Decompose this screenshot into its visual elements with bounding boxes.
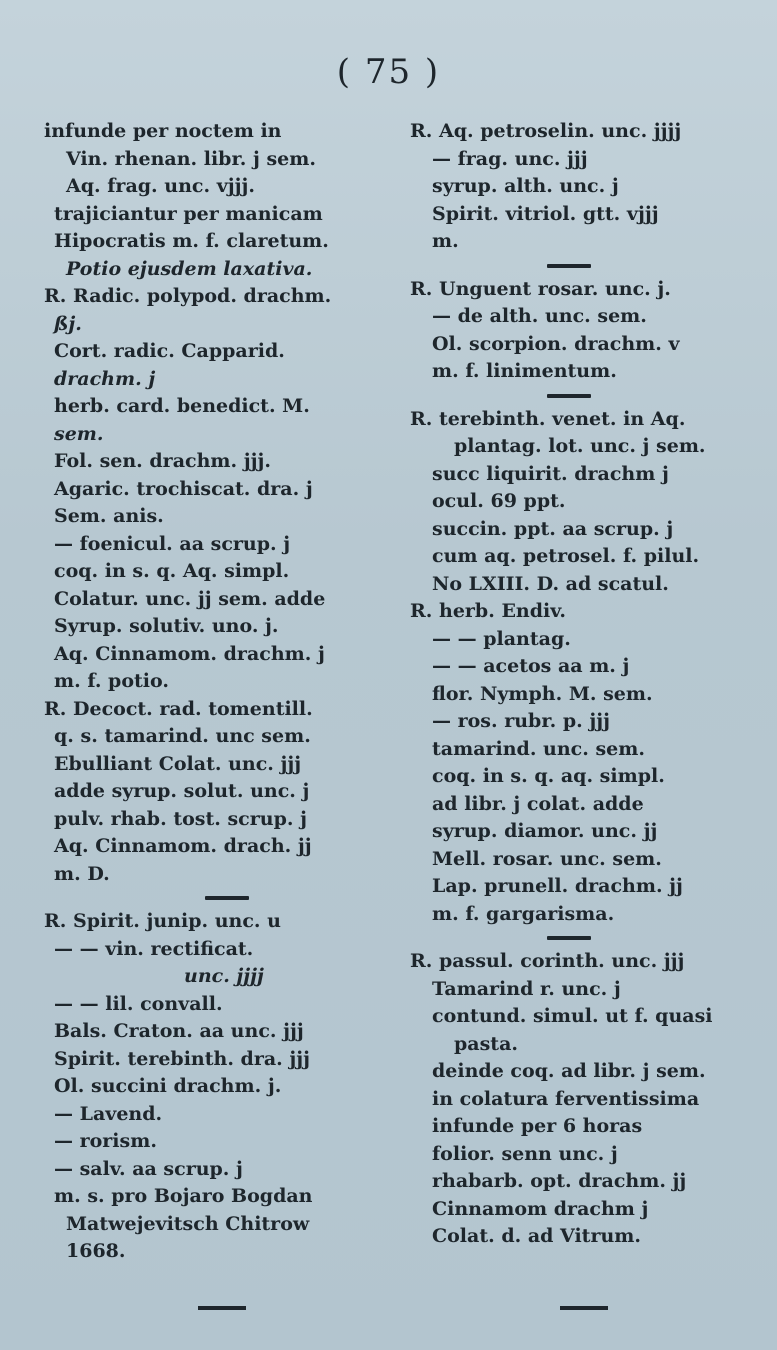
text-line: succin. ppt. aa scrup. j xyxy=(432,517,674,540)
text-line: — — plantag. xyxy=(432,627,571,650)
section-rule xyxy=(410,928,760,948)
text-line: succ liquirit. drachm j xyxy=(432,462,669,485)
text-line: m. s. pro Bojaro Bogdan xyxy=(54,1185,313,1207)
section-rule xyxy=(410,256,760,276)
right-column xyxy=(410,118,760,1251)
text-line: — rorism. xyxy=(54,1130,157,1152)
text-line: R. Spirit. junip. unc. u xyxy=(44,910,281,932)
text-line: R. Unguent rosar. unc. j. xyxy=(410,277,671,300)
text-line: Agaric. trochiscat. dra. j xyxy=(54,477,313,500)
text-line: contund. simul. ut f. quasi xyxy=(432,1005,713,1027)
text-line: Spirit. terebinth. dra. jjj xyxy=(54,1047,311,1070)
text-line: Aq. frag. unc. vjjj. xyxy=(66,175,255,197)
text-line: R. herb. Endiv. xyxy=(410,600,566,622)
text-line: drachm. j xyxy=(54,367,156,390)
text-line: m. f. potio. xyxy=(54,670,169,692)
text-line: sem. xyxy=(54,422,104,445)
text-line: R. passul. corinth. unc. jjj xyxy=(410,950,685,972)
text-line: Tamarind r. unc. j xyxy=(432,977,621,1000)
left-column xyxy=(44,118,394,1266)
text-line: deinde coq. ad libr. j sem. xyxy=(432,1060,706,1082)
text-line: Ebulliant Colat. unc. jjj xyxy=(54,752,302,775)
section-rule xyxy=(44,888,394,908)
text-line: ad libr. j colat. adde xyxy=(432,792,644,815)
text-line: — frag. unc. jjj xyxy=(432,147,588,170)
text-line: Hipocratis m. f. claretum. xyxy=(54,230,329,252)
text-line: ßj. xyxy=(54,312,82,335)
text-line: Syrup. solutiv. uno. j. xyxy=(54,615,279,637)
text-line: R. Decoct. rad. tomentill. xyxy=(44,697,313,720)
text-line: — — lil. convall. xyxy=(54,992,223,1015)
text-line: Bals. Craton. aa unc. jjj xyxy=(54,1020,304,1042)
bottom-rule-left xyxy=(198,1306,246,1310)
text-line: coq. in s. q. Aq. simpl. xyxy=(54,560,290,582)
text-line: pasta. xyxy=(454,1032,518,1055)
text-line: ocul. 69 ppt. xyxy=(432,490,566,512)
text-line: — foenicul. aa scrup. j xyxy=(54,532,291,555)
text-line: syrup. alth. unc. j xyxy=(432,175,619,197)
text-line: R. terebinth. venet. in Aq. xyxy=(410,407,686,430)
text-line: m. xyxy=(432,230,459,252)
text-line: adde syrup. solut. unc. j xyxy=(54,780,310,802)
text-line: Aq. Cinnamom. drach. jj xyxy=(54,835,312,857)
text-line: — — vin. rectificat. xyxy=(54,937,254,960)
text-line: Ol. succini drachm. j. xyxy=(54,1075,282,1097)
text-line: — Lavend. xyxy=(54,1102,163,1125)
text-line: rhabarb. opt. drachm. jj xyxy=(432,1170,687,1192)
text-line: cum aq. petrosel. f. pilul. xyxy=(432,545,700,567)
text-line: Colat. d. ad Vitrum. xyxy=(432,1225,641,1247)
text-line: Mell. rosar. unc. sem. xyxy=(432,847,662,870)
text-line: Spirit. vitriol. gtt. vjjj xyxy=(432,202,659,225)
text-line: infunde per noctem in xyxy=(44,120,282,142)
text-line: Fol. sen. drachm. jjj. xyxy=(54,450,271,472)
text-line: 1668. xyxy=(66,1240,126,1262)
text-line: Vin. rhenan. libr. j sem. xyxy=(66,147,316,170)
text-line: folior. senn unc. j xyxy=(432,1142,618,1165)
text-line: — ros. rubr. p. jjj xyxy=(432,710,610,732)
text-line: Cinnamom drachm j xyxy=(432,1197,649,1220)
text-line: Matwejevitsch Chitrow xyxy=(66,1212,310,1235)
text-line: R. Aq. petroselin. unc. jjjj xyxy=(410,120,682,142)
text-line: q. s. tamarind. unc sem. xyxy=(54,725,311,747)
text-line: syrup. diamor. unc. jj xyxy=(432,820,658,842)
text-line: trajiciantur per manicam xyxy=(54,202,323,225)
text-line: No LXIII. D. ad scatul. xyxy=(432,572,669,595)
text-line: tamarind. unc. sem. xyxy=(432,737,645,760)
text-line: m. D. xyxy=(54,862,110,885)
text-line: infunde per 6 horas xyxy=(432,1115,643,1137)
text-line: flor. Nymph. M. sem. xyxy=(432,682,653,705)
text-line: pulv. rhab. tost. scrup. j xyxy=(54,807,307,830)
text-line: Sem. anis. xyxy=(54,505,164,527)
text-line: herb. card. benedict. M. xyxy=(54,395,310,417)
text-line: m. f. linimentum. xyxy=(432,360,617,382)
text-line: in colatura ferventissima xyxy=(432,1087,700,1110)
text-line: — de alth. unc. sem. xyxy=(432,305,647,327)
text-line: m. f. gargarisma. xyxy=(432,902,615,925)
text-line: Ol. scorpion. drachm. v xyxy=(432,332,680,355)
text-line: Colatur. unc. jj sem. adde xyxy=(54,587,326,610)
bottom-rule-right xyxy=(560,1306,608,1310)
section-rule xyxy=(410,386,760,406)
text-line: — — acetos aa m. j xyxy=(432,655,630,677)
text-line: Aq. Cinnamom. drachm. j xyxy=(54,642,325,665)
text-line: coq. in s. q. aq. simpl. xyxy=(432,765,665,787)
text-line: plantag. lot. unc. j sem. xyxy=(454,435,706,457)
text-line: R. Radic. polypod. drachm. xyxy=(44,285,332,307)
text-line: — salv. aa scrup. j xyxy=(54,1157,243,1180)
page-number: ( 75 ) xyxy=(336,52,441,92)
text-line: Potio ejusdem laxativa. xyxy=(66,257,313,280)
text-line: unc. jjjj xyxy=(184,965,264,987)
text-line: Cort. radic. Capparid. xyxy=(54,340,285,362)
text-line: Lap. prunell. drachm. jj xyxy=(432,875,683,897)
